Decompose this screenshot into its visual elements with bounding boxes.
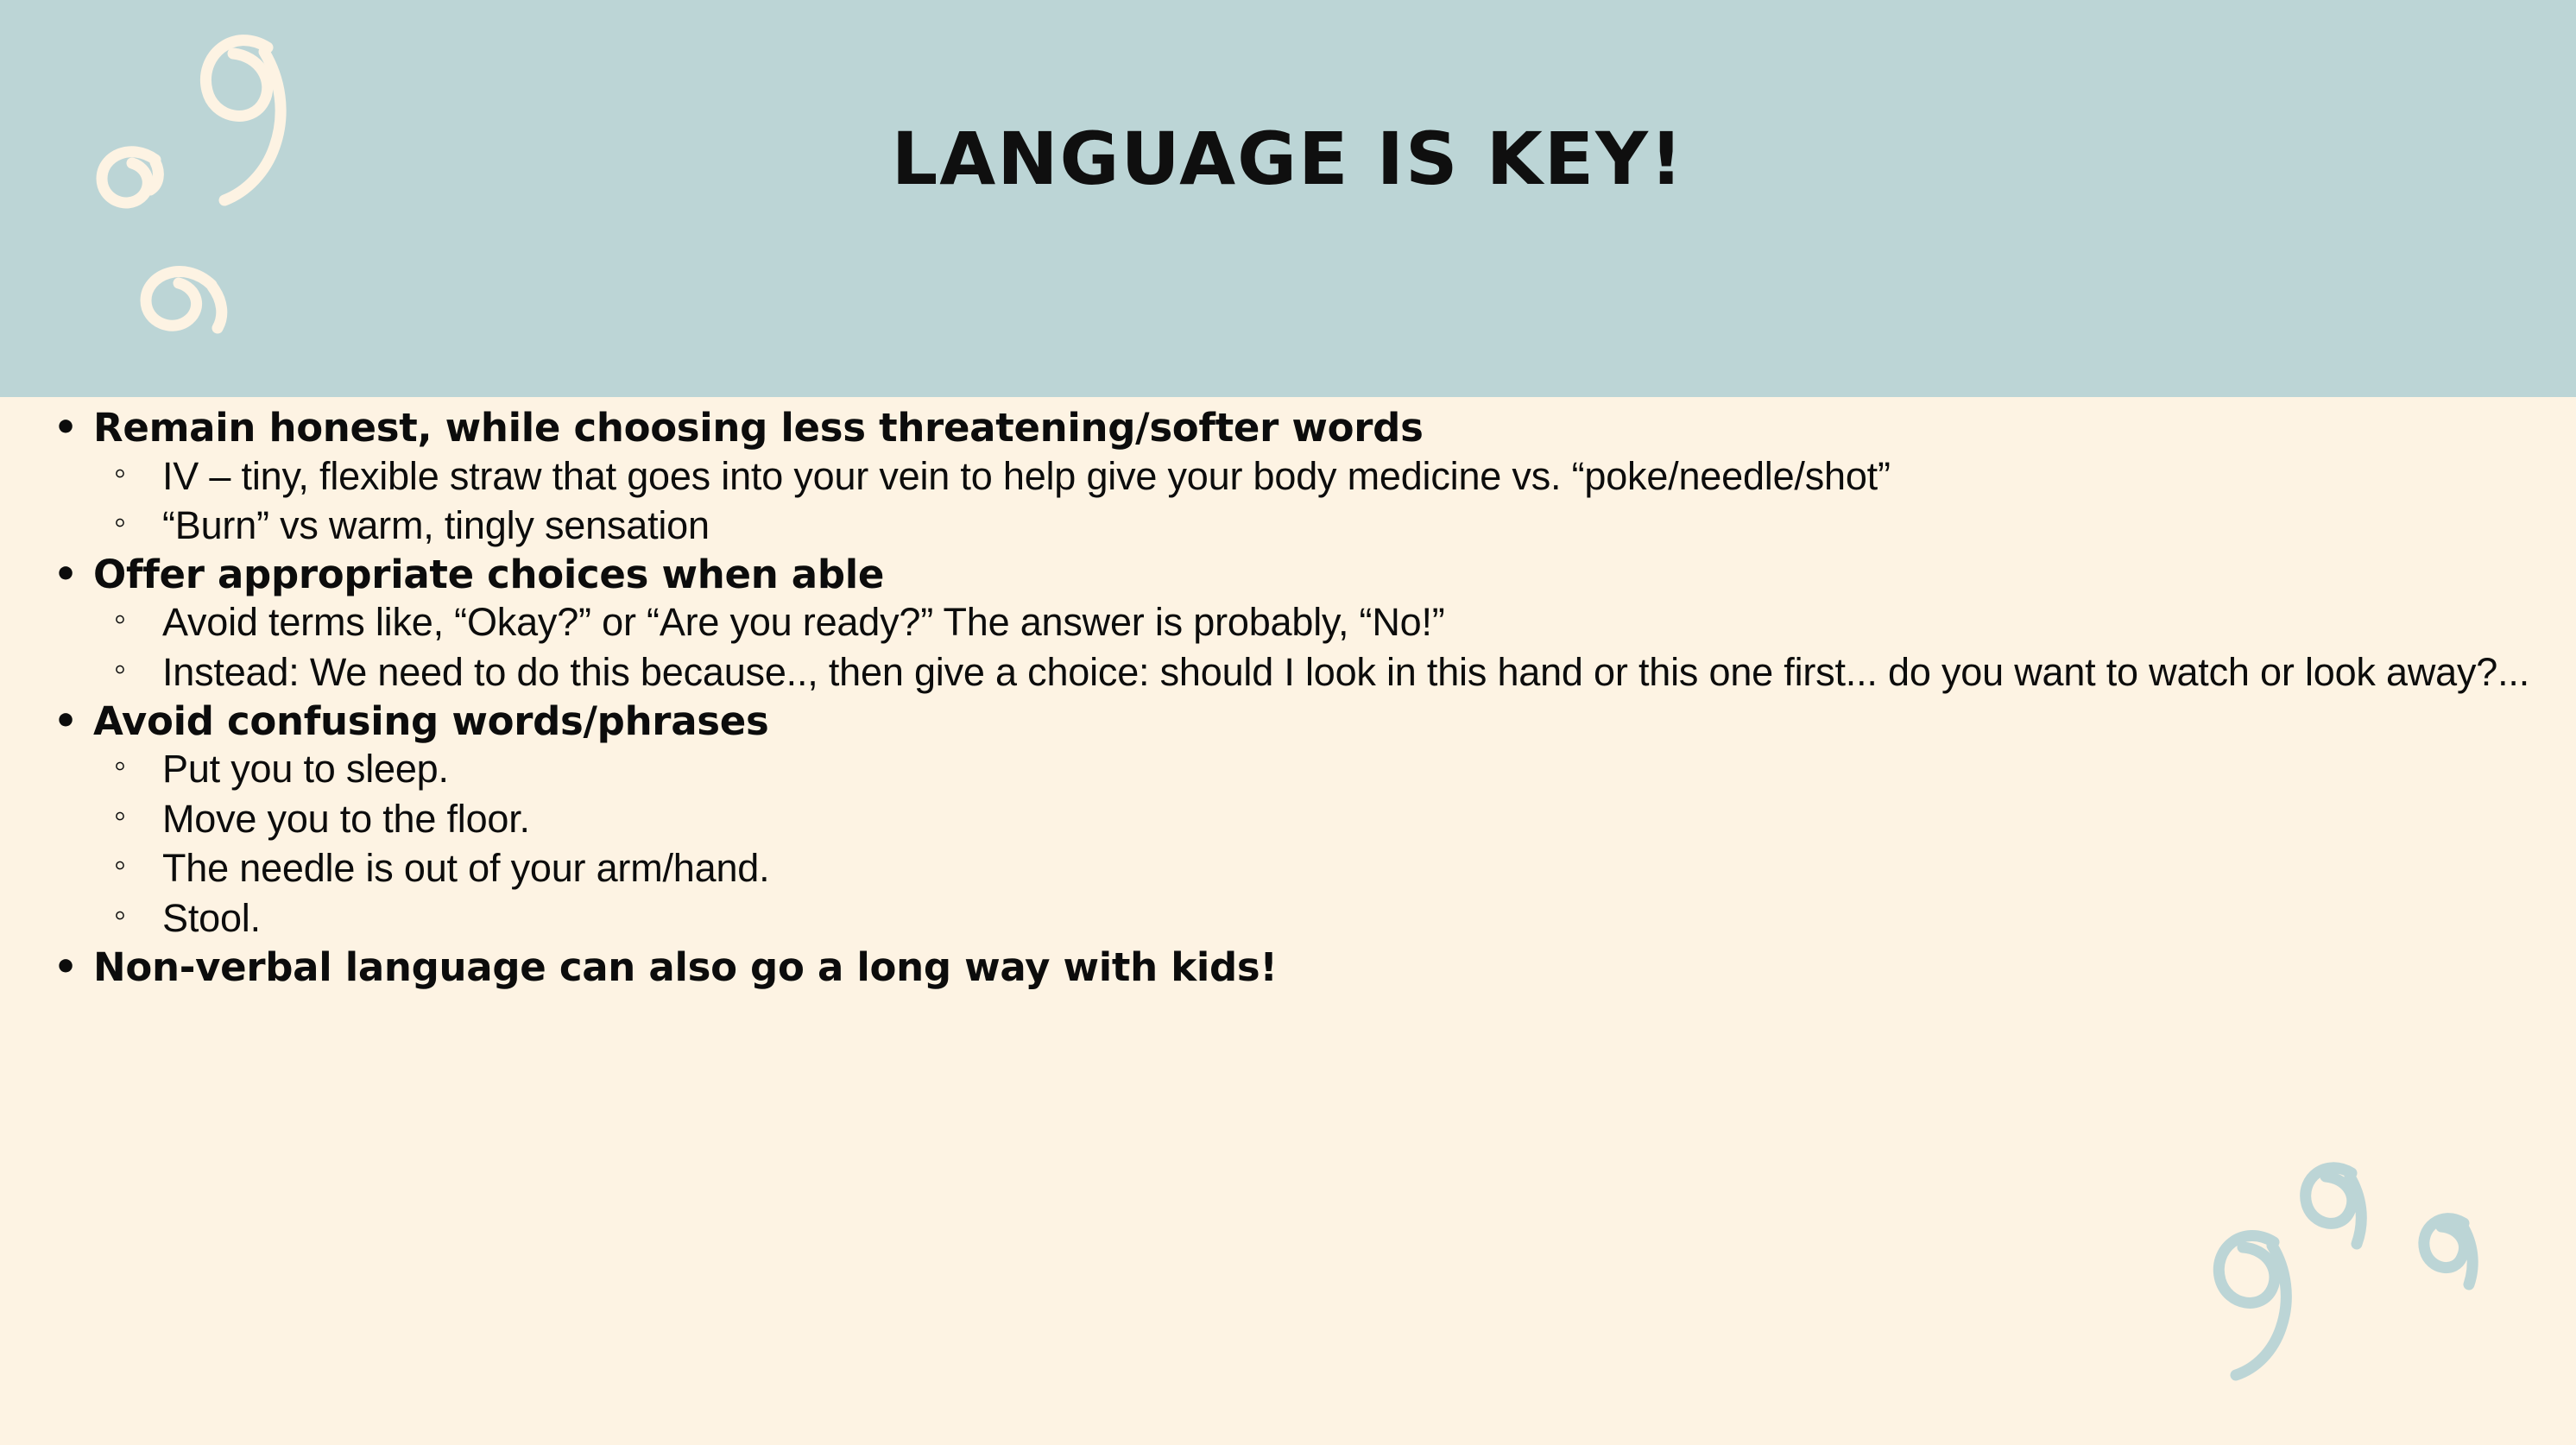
list-item [35, 945, 2541, 991]
sub-bullet-label: ◦ Stool. [162, 893, 2541, 943]
sub-bullet-list [93, 451, 2541, 551]
slide-body [0, 397, 2576, 992]
sub-bullet-label: ◦ IV – tiny, flexible straw that goes into your vein to help give your body medicine vs. “poke/needle/shot” [162, 451, 2541, 502]
list-item [35, 699, 2541, 943]
list-item [35, 406, 2541, 551]
bullet-label: • Non-verbal language can also go a long way with kids! [93, 945, 2541, 991]
bullet-list [35, 406, 2541, 990]
sub-bullet-label: ◦ Instead: We need to do this because.., then give a choice: should I look in this hand or this one first... do you want to watch or look away?... [162, 647, 2541, 697]
bullet-label: • Avoid confusing words/phrases [93, 699, 2541, 745]
page-title: LANGUAGE IS KEY! [891, 117, 1685, 201]
sub-bullet-label: ◦ “Burn” vs warm, tingly sensation [162, 501, 2541, 551]
sub-bullet-label: ◦ Move you to the floor. [162, 794, 2541, 844]
list-item [93, 744, 2541, 794]
sub-bullet-list [93, 744, 2541, 943]
sub-bullet-label: ◦ The needle is out of your arm/hand. [162, 843, 2541, 893]
sub-bullet-list [93, 597, 2541, 697]
list-item [93, 501, 2541, 551]
list-item [93, 893, 2541, 943]
list-item [35, 552, 2541, 697]
list-item [93, 843, 2541, 893]
squiggle-doodle-icon [2205, 1139, 2498, 1428]
sub-bullet-label: ◦ Put you to sleep. [162, 744, 2541, 794]
bullet-label: • Offer appropriate choices when able [93, 552, 2541, 598]
sub-bullet-label: ◦ Avoid terms like, “Okay?” or “Are you ready?” The answer is probably, “No!” [162, 597, 2541, 647]
bullet-label: • Remain honest, while choosing less threatening/softer words [93, 406, 2541, 451]
list-item [93, 647, 2541, 697]
list-item [93, 794, 2541, 844]
list-item [93, 451, 2541, 502]
list-item [93, 597, 2541, 647]
